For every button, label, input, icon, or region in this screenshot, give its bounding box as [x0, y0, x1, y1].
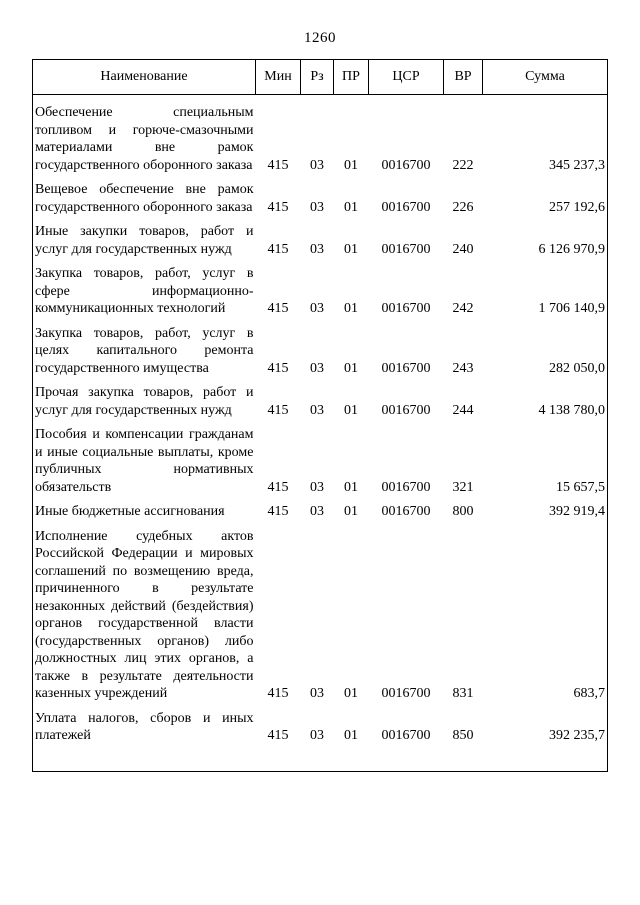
pr-cell: 01	[344, 157, 358, 173]
pr-cell: 01	[344, 402, 358, 418]
rz-cell: 03	[310, 199, 324, 215]
csr-cell: 0016700	[381, 241, 431, 257]
name-cell: Закупка товаров, работ, услуг в целях капитального ремонта государственного имущества	[35, 325, 254, 376]
rz-cell: 03	[310, 728, 324, 743]
sum-cell: 6 126 970,9	[538, 241, 605, 257]
name-cell: Вещевое обеспечение вне рамок государственного оборонного заказа	[35, 182, 254, 215]
csr-cell: 0016700	[381, 402, 431, 418]
rz-cell: 03	[310, 686, 324, 701]
name-cell: Закупка товаров, работ, услуг в сфере информационно-коммуникационных технологий	[35, 266, 254, 316]
vr-cell: 222	[452, 157, 474, 173]
rz-cell: 03	[310, 301, 324, 316]
table-row	[33, 497, 608, 522]
name-cell: Уплата налогов, сборов и иных платежей	[35, 710, 254, 743]
sum-cell: 257 192,6	[549, 199, 605, 215]
name-cell: Иные закупки товаров, работ и услуг для государственных нужд	[35, 224, 254, 257]
sum-cell: 392 235,7	[549, 728, 605, 743]
sum-cell: 683,7	[573, 686, 605, 701]
name-cell: Исполнение судебных актов Российской Федерации и мировых соглашений по возмещению вреда, причиненного в результате незаконных действий (бездействия) органов государственной власти (государственных органов) либо должностных лиц этих органов, а также в результате деятельности казенных учреждений	[35, 528, 254, 701]
rz-cell: 03	[310, 504, 324, 519]
name-cell: Иные бюджетные ассигнования	[35, 504, 225, 519]
rz-cell: 03	[310, 479, 324, 495]
min-cell: 415	[267, 241, 289, 257]
csr-cell: 0016700	[381, 479, 431, 495]
vr-cell: 240	[452, 241, 474, 257]
sum-cell: 1 706 140,9	[538, 301, 605, 316]
table-row	[33, 175, 608, 217]
rz-cell: 03	[310, 157, 324, 173]
name-cell: Прочая закупка товаров, работ и услуг для государственных нужд	[35, 385, 254, 418]
min-cell: 415	[267, 199, 289, 215]
column-header-pr: ПР	[334, 60, 369, 95]
column-header-csr: ЦСР	[369, 60, 444, 95]
min-cell: 415	[267, 157, 289, 173]
vr-cell: 831	[452, 686, 474, 701]
table-row	[33, 522, 608, 704]
sum-cell: 4 138 780,0	[538, 402, 605, 418]
vr-cell: 244	[452, 402, 474, 418]
column-header-min: Мин	[256, 60, 301, 95]
min-cell: 415	[267, 479, 289, 495]
column-header-rz: Рз	[301, 60, 334, 95]
pr-cell: 01	[344, 504, 358, 519]
min-cell: 415	[267, 686, 289, 701]
vr-cell: 242	[452, 301, 474, 316]
csr-cell: 0016700	[381, 157, 431, 173]
min-cell: 415	[267, 360, 289, 376]
column-header-naimenovanie: Наименование	[33, 60, 256, 95]
pr-cell: 01	[344, 360, 358, 376]
column-header-vr: ВР	[444, 60, 483, 95]
csr-cell: 0016700	[381, 686, 431, 701]
csr-cell: 0016700	[381, 504, 431, 519]
min-cell: 415	[267, 402, 289, 418]
pr-cell: 01	[344, 199, 358, 215]
sum-cell: 282 050,0	[549, 360, 605, 376]
min-cell: 415	[267, 728, 289, 743]
vr-cell: 850	[452, 728, 474, 743]
table-body	[33, 95, 608, 772]
rz-cell: 03	[310, 360, 324, 376]
min-cell: 415	[267, 504, 289, 519]
csr-cell: 0016700	[381, 301, 431, 316]
table-row	[33, 420, 608, 497]
table-row	[33, 217, 608, 259]
vr-cell: 226	[452, 199, 474, 215]
csr-cell: 0016700	[381, 199, 431, 215]
sum-cell: 392 919,4	[549, 504, 605, 519]
pr-cell: 01	[344, 241, 358, 257]
table-header	[33, 60, 608, 95]
budget-table	[32, 59, 608, 772]
rz-cell: 03	[310, 402, 324, 418]
vr-cell: 800	[452, 504, 474, 519]
table-row	[33, 704, 608, 772]
pr-cell: 01	[344, 479, 358, 495]
pr-cell: 01	[344, 686, 358, 701]
csr-cell: 0016700	[381, 360, 431, 376]
name-cell: Пособия и компенсации гражданам и иные социальные выплаты, кроме публичных нормативных обязательств	[35, 427, 254, 495]
csr-cell: 0016700	[381, 728, 431, 743]
column-header-summa: Сумма	[483, 60, 608, 95]
sum-cell: 345 237,3	[549, 157, 605, 173]
name-cell: Обеспечение специальным топливом и горюче-смазочными материалами вне рамок государственного оборонного заказа	[35, 105, 254, 173]
table-row	[33, 95, 608, 176]
header-row	[33, 60, 608, 95]
pr-cell: 01	[344, 728, 358, 743]
page-number: 1260	[304, 30, 336, 46]
sum-cell: 15 657,5	[556, 479, 605, 495]
pr-cell: 01	[344, 301, 358, 316]
rz-cell: 03	[310, 241, 324, 257]
table-row	[33, 319, 608, 379]
vr-cell: 243	[452, 360, 474, 376]
vr-cell: 321	[452, 479, 474, 495]
table-row	[33, 259, 608, 319]
min-cell: 415	[267, 301, 289, 316]
table-row	[33, 378, 608, 420]
